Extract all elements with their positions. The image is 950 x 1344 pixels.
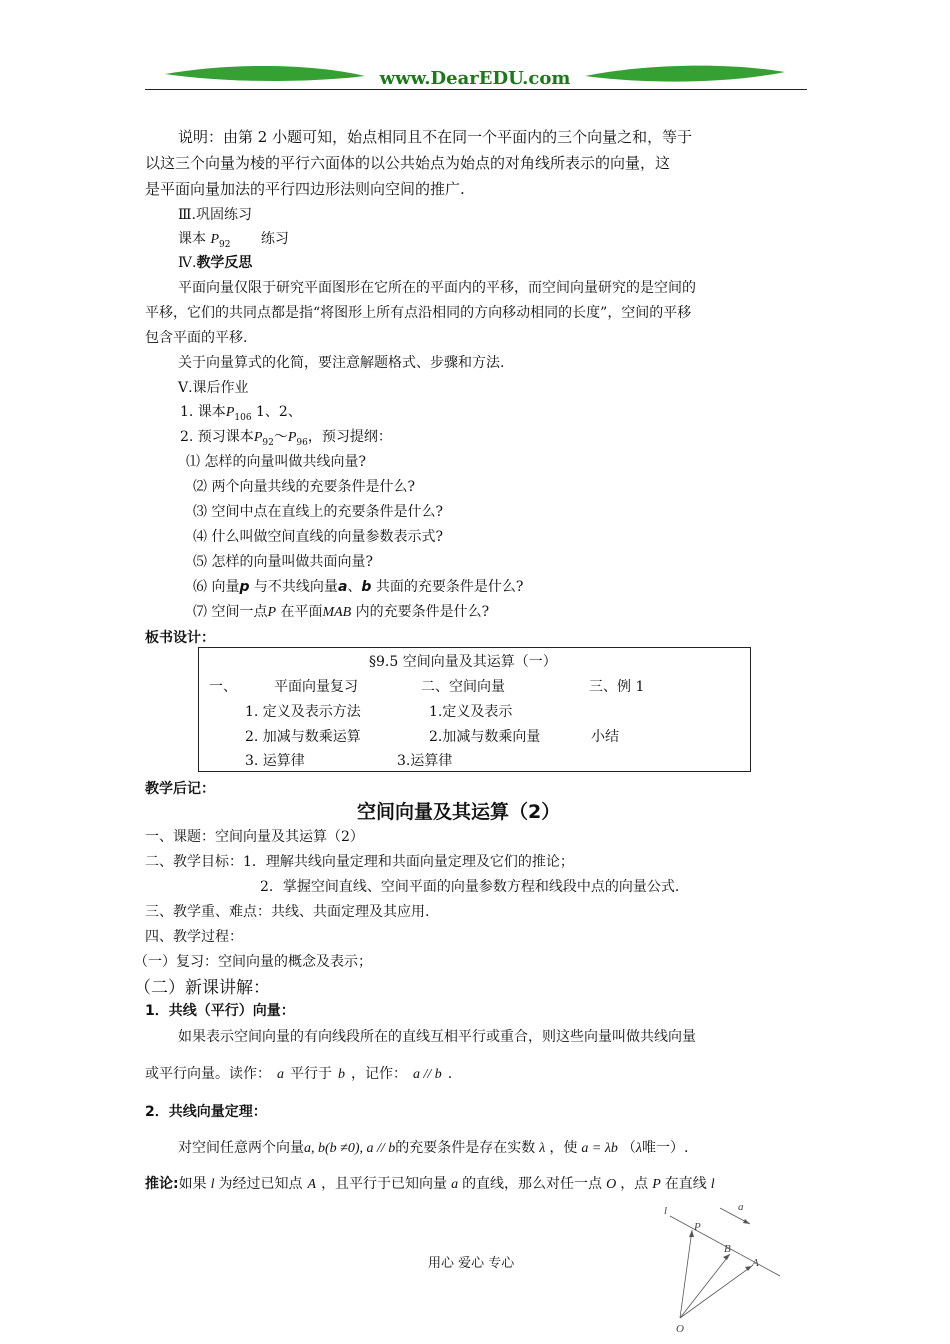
fig-label-O: O <box>676 1323 684 1335</box>
corollary-para: 推论:如果 l 为经过已知点 A ，且平行于已知向量 a 的直线，那么对任一点 O ，点 P 在直线 l <box>145 1176 715 1192</box>
reflect-line-1: 平面向量仅限于研究平面图形在它所在的平面内的平移，而空间向量研究的是空间的 <box>178 280 696 296</box>
question-2: ⑵ 两个向量共线的充要条件是什么? <box>193 479 415 495</box>
homework-item-1: 1. 课本$P_{106}$ 1、2、 <box>180 404 302 423</box>
collinear-vector-figure <box>640 1196 780 1336</box>
section4-number: Ⅳ. <box>178 255 197 271</box>
section4-title: 教学反思 <box>196 255 253 271</box>
fig-label-B: B <box>724 1243 731 1255</box>
theorem-heading: 2．共线向量定理： <box>145 1104 267 1120</box>
collinear-heading: 1．共线（平行）向量： <box>145 1003 295 1019</box>
question-3: ⑶ 空间中点在直线上的充要条件是什么? <box>193 504 443 520</box>
board-box <box>198 647 751 772</box>
board-r2a: 2. 加减与数乘运算 <box>245 729 361 745</box>
page-number: 92 <box>219 239 231 250</box>
fig-label-P: P <box>694 1221 701 1233</box>
board-r3a: 3. 运算律 <box>245 753 305 769</box>
board-title: §9.5 空间向量及其运算（一） <box>369 654 557 670</box>
fig-label-a: a <box>738 1201 744 1213</box>
homework-item-2: 2. 预习课本$P_{92}\sim P_{96}$，预习提纲： <box>180 429 392 448</box>
board-col-3-title: 三、例 1 <box>589 679 645 695</box>
exercise-label: 练习 <box>260 231 289 247</box>
arrowhead-a <box>743 1219 750 1224</box>
page-P: P <box>210 232 220 247</box>
textbook-label: 课本 <box>178 231 206 247</box>
reflect-line-3: 包含平面的平移. <box>145 330 248 346</box>
board-col-1: 一、 <box>209 679 237 695</box>
fig-label-A: A <box>752 1257 759 1269</box>
board-r1a: 1. 定义及表示方法 <box>245 704 361 720</box>
board-r1b: 1.定义及表示 <box>429 704 513 720</box>
note-line-2: 以这三个向量为棱的平行六面体的以公共始点为始点的对角线所表示的向量，这 <box>145 154 671 172</box>
board-r3b: 3.运算律 <box>397 753 453 769</box>
section4-heading <box>178 252 252 272</box>
collinear-para-2: 或平行向量。读作： a 平行于 b ，记作： a // b . <box>145 1066 453 1082</box>
question-7: ⑺ 空间一点P 在平面MAB 内的充要条件是什么? <box>193 604 490 620</box>
site-name: www.DearEDU.com <box>379 68 571 89</box>
lesson2-goal-2: 2．掌握空间直线、空间平面的向量参数方程和线段中点的向量公式. <box>260 879 680 895</box>
left-swoosh <box>165 66 365 81</box>
section5-heading: Ⅴ.课后作业 <box>178 380 249 396</box>
vector-OA <box>680 1266 752 1318</box>
board-col-2-title: 二、空间向量 <box>421 679 505 695</box>
lesson2-review: （一）复习：空间向量的概念及表示； <box>134 954 372 970</box>
lesson2-newlesson: （二）新课讲解： <box>134 978 270 998</box>
section3-heading: Ⅲ.巩固练习 <box>178 207 252 223</box>
right-swoosh <box>585 66 785 82</box>
note-line-3: 是平面向量加法的平行四边形法则向空间的推广. <box>145 180 465 198</box>
collinear-para-1: 如果表示空间向量的有向线段所在的直线互相平行或重合，则这些向量叫做共线向量 <box>178 1029 696 1045</box>
board-label: 板书设计： <box>145 630 215 646</box>
board-col-1-title: 平面向量复习 <box>274 679 358 695</box>
reflect-line-4: 关于向量算式的化简，要注意解题格式、步骤和方法. <box>178 355 505 371</box>
board-r2b: 2.加减与数乘向量 <box>429 729 541 745</box>
postscript-label: 教学后记： <box>145 781 215 797</box>
lesson2-topic: 一、课题：空间向量及其运算（2） <box>145 829 364 845</box>
lesson2-goal-1: 二、教学目标：1．理解共线向量定理和共面向量定理及它们的推论； <box>145 854 574 870</box>
board-r2c: 小结 <box>591 729 619 745</box>
header-rule <box>145 89 807 90</box>
question-4: ⑷ 什么叫做空间直线的向量参数表示式? <box>193 529 443 545</box>
question-6: ⑹ 向量p 与不共线向量a、b 共面的充要条件是什么? <box>193 579 524 595</box>
theorem-para: 对空间任意两个向量a, b(b ≠0), a // b的充要条件是存在实数 λ ，使 a = λb （λ唯一）. <box>178 1140 689 1156</box>
question-5: ⑸ 怎样的向量叫做共面向量? <box>193 554 373 570</box>
reflect-line-2: 平移，它们的共同点都是指“将图形上所有点沿相同的方向移动相同的长度”，空间的平移 <box>145 305 692 321</box>
note-line-1: 说明：由第 2 小题可知，始点相同且不在同一个平面内的三个向量之和，等于 <box>178 128 693 146</box>
footer-motto: 用心 爱心 专心 <box>428 1256 515 1271</box>
fig-label-l: l <box>664 1205 668 1217</box>
section3-line <box>178 228 289 250</box>
lesson2-key: 三、教学重、难点：共线、共面定理及其应用. <box>145 904 430 920</box>
question-1: ⑴ 怎样的向量叫做共线向量? <box>186 454 366 470</box>
lesson2-title: 空间向量及其运算（2） <box>357 801 561 823</box>
lesson2-process: 四、教学过程： <box>145 929 243 945</box>
